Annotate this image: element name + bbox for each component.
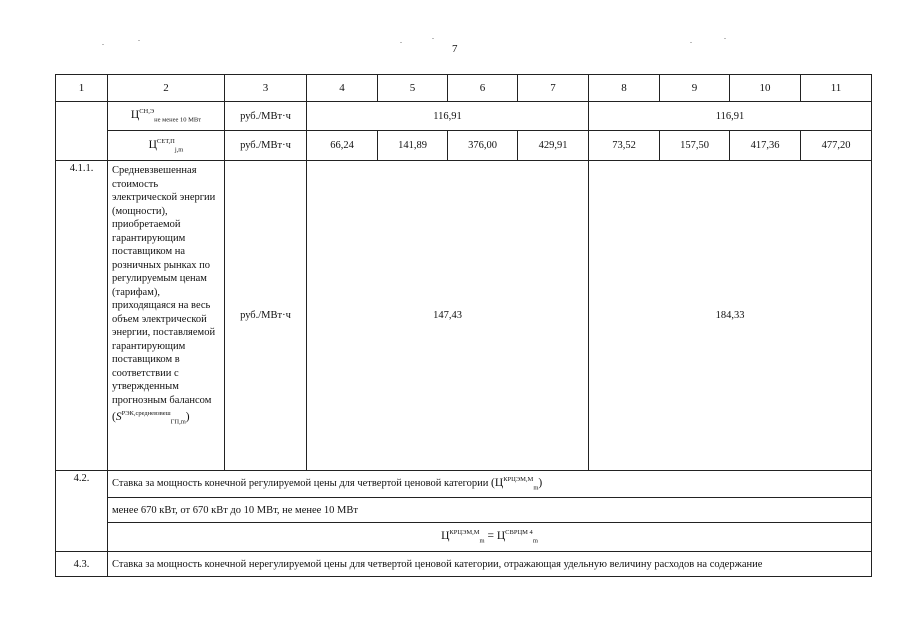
table-row [56,523,872,552]
header-cell: 11 [801,75,872,102]
table-row [56,552,872,577]
header-cell: 6 [448,75,518,102]
header-row [56,75,872,102]
header-cell: 7 [518,75,589,102]
value-cell: 157,50 [660,131,730,161]
formula-symbol: $(Ц^{КРЦЭМ,М}_m)$ [491,476,543,492]
scan-speck [400,42,402,43]
value-cell: 141,89 [378,131,448,161]
section-text: Ставка за мощность конечной регулируемой цены для четвертой ценовой категории [112,478,489,490]
section-text-cell: Ставка за мощность конечной нерегулируемой цены для четвертой ценовой категории, отражающая удельную величину расходов на содержание [108,552,872,577]
unit-cell: руб./МВт·ч [225,102,307,131]
scan-speck [102,44,104,45]
description-cell [108,161,225,471]
row-number: 4.2. [56,471,108,552]
subtext-cell: менее 670 кВт, от 670 кВт до 10 МВт, не менее 10 МВт [108,498,872,523]
symbol-cell [108,131,225,161]
header-cell: 5 [378,75,448,102]
value-cell: 73,52 [589,131,660,161]
row-number: 4.1.1. [56,161,108,471]
header-cell: 8 [589,75,660,102]
table-row [56,131,872,161]
header-cell: 1 [56,75,108,102]
symbol-cell [108,102,225,131]
scan-speck [138,40,140,41]
value-cell: 477,20 [801,131,872,161]
description-text: Средневзвешенная стоимость электрической энергии (мощности), приобретаемой гарантирующим поставщиком на розничных рынках по регулируемым ценам (тарифам), приходящаяся на весь объем электрической энергии, поставляемой гарантирующим поставщиком в соответствии с утвержденным прогнозным балансом [112,165,216,406]
scan-speck [432,38,434,39]
unit-cell: руб./МВт·ч [225,161,307,471]
formula-symbol: $Ц^{СН,Э}_{не менее 10 МВт}$ [130,108,202,124]
header-cell: 9 [660,75,730,102]
row-number: 4.3. [56,552,108,577]
tariff-table [55,74,872,577]
value-cell: 147,43 [307,161,589,471]
table-row [56,102,872,131]
formula-cell [108,523,872,552]
section-text-cell [108,471,872,498]
header-cell: 10 [730,75,801,102]
value-cell: 417,36 [730,131,801,161]
scan-speck [724,38,726,39]
formula-symbol: $Ц^{СЕТ,П}_{j,m}$ [148,137,184,154]
header-cell: 3 [225,75,307,102]
unit-cell: руб./МВт·ч [225,131,307,161]
value-cell: 184,33 [589,161,872,471]
value-cell: 116,91 [307,102,589,131]
value-cell: 429,91 [518,131,589,161]
header-cell: 2 [108,75,225,102]
value-cell: 66,24 [307,131,378,161]
scan-speck [690,42,692,43]
page-number: 7 [452,43,458,55]
value-cell: 116,91 [589,102,872,131]
empty-num-cell [56,102,108,161]
header-cell: 4 [307,75,378,102]
table-row [56,161,872,471]
table-row [56,471,872,498]
formula: $Ц^{КРЦЭМ,М}_m = Ц^{СВРЦМ 4}_m$ [441,529,538,545]
value-cell: 376,00 [448,131,518,161]
table-row [56,498,872,523]
formula-symbol: $(S^{РЭК,средневзвеш}_{ГП,m})$ [112,410,190,426]
